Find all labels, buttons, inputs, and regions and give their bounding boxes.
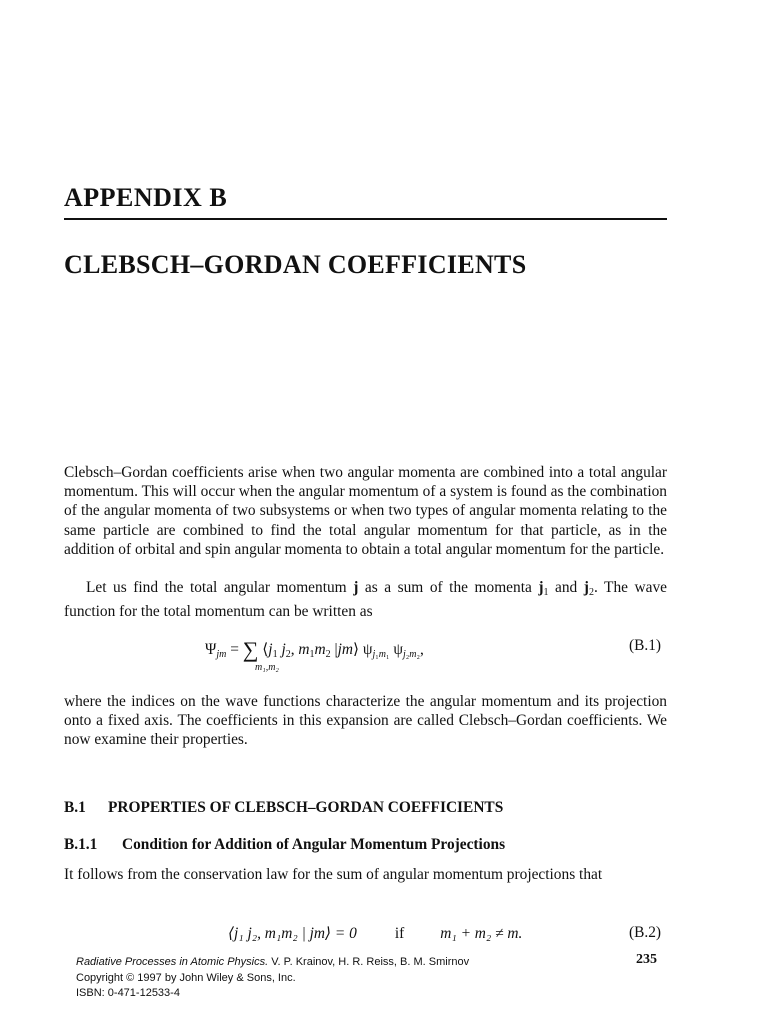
conservation-paragraph: It follows from the conservation law for the sum of angular momentum projections that — [64, 866, 603, 883]
section-heading-b1 — [64, 799, 503, 817]
equation-b2 — [228, 924, 522, 943]
intro-paragraph: Clebsch–Gordan coefficients arise when two angular momenta are combined into a total angular momentum. This will occur when the angular momentum of a system is found as the combination of the angular momenta of two subsystems or when two types of angular momenta relating to the same particle are combined to find the total angular momentum for that particle, as in the addition of orbital and spin angular momenta to obtain a total angular momentum for the particle. — [64, 464, 667, 558]
j-symbol: j — [353, 579, 359, 596]
j1-subscript: 1 — [543, 587, 549, 598]
chapter-title: CLEBSCH–GORDAN COEFFICIENTS — [64, 250, 527, 279]
footer-citation — [76, 955, 469, 1002]
footer-line-1 — [76, 955, 469, 971]
subsection-number: B.1.1 — [64, 836, 98, 853]
book-authors: V. P. Krainov, H. R. Reiss, B. M. Smirnov — [268, 956, 470, 968]
text-run: as a sum of the momenta — [358, 579, 539, 596]
appendix-label: APPENDIX B — [64, 183, 228, 212]
equation-number-b2: (B.2) — [629, 924, 662, 941]
j1-symbol: j — [538, 579, 544, 596]
equation-b1: $\Psi_{jm}$ = ∑ $⟨j_1$ $j_2$, $m_1m_2$ |jm⟩ $\psi_{j_1m_1}$ $\psi_{j_2m_2}$, — [205, 637, 424, 662]
section-title: PROPERTIES OF CLEBSCH–GORDAN COEFFICIENTS — [108, 799, 504, 816]
book-title: Radiative Processes in Atomic Physics. — [76, 956, 269, 968]
equation-b2-if: if — [394, 925, 405, 942]
equation-b2-rhs: m₁ + m₂ ≠ m. — [440, 925, 523, 942]
isbn-line: ISBN: 0-471-12533-4 — [76, 987, 180, 999]
total-momentum-paragraph — [64, 578, 667, 621]
sum-limits: m₁,m₂ — [255, 662, 279, 673]
equation-number-b1: (B.1) — [629, 637, 662, 654]
text-run: . The wave function for the total momentum can be written as — [64, 579, 667, 621]
subsection-heading-b11 — [64, 836, 505, 854]
equation-b2-lhs: ⟨j₁ j₂, m₁m₂ | jm⟩ = 0 — [228, 925, 357, 942]
section-number: B.1 — [64, 799, 86, 816]
text-run: Let us find the total angular momentum — [86, 579, 354, 596]
title-rule — [64, 218, 667, 220]
text-run: and — [548, 579, 584, 596]
copyright-line: Copyright © 1997 by John Wiley & Sons, Inc. — [76, 971, 296, 984]
j2-subscript: 2 — [588, 587, 594, 598]
subsection-title: Condition for Addition of Angular Momentum Projections — [122, 836, 506, 853]
j2-symbol: j — [583, 579, 589, 596]
indices-paragraph: where the indices on the wave functions characterize the angular momentum and its projection onto a fixed axis. The coefficients in this expansion are called Clebsch–Gordan coefficients. We now examine their properties. — [64, 693, 667, 749]
page-number: 235 — [636, 952, 657, 967]
